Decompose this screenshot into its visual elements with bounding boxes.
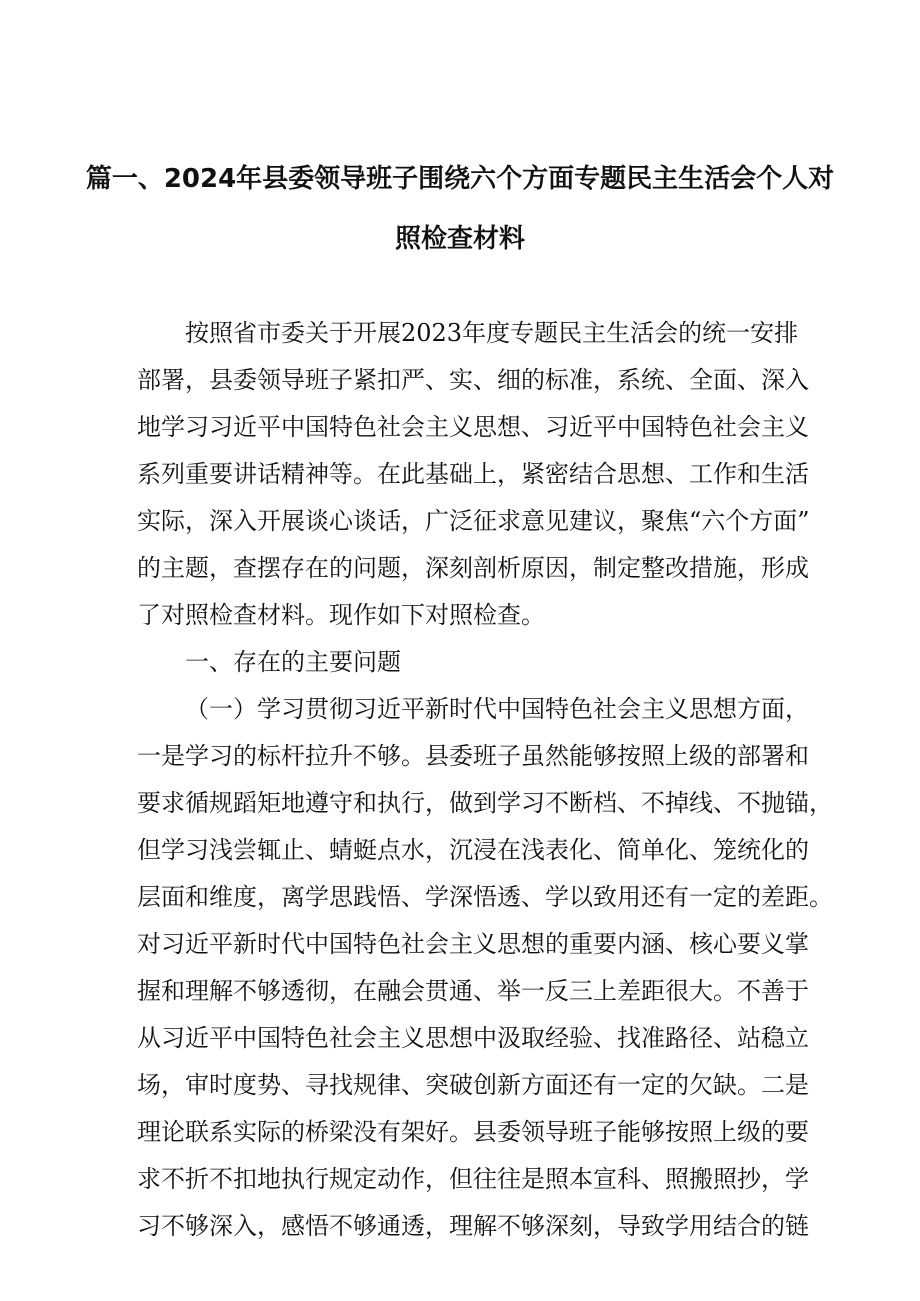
body-line: 但学习浅尝辄止、蜻蜓点水，沉浸在浅表化、简单化、笼统化的	[137, 836, 809, 864]
intro-line: 按照省市委关于开展2023年度专题民主生活会的统一安排	[185, 319, 799, 347]
body-line: 要求循规蹈矩地遵守和执行，做到学习不断档、不掉线、不抛锚，	[137, 789, 833, 817]
intro-line: 部署，县委领导班子紧扣严、实、细的标准，系统、全面、深入	[137, 366, 809, 394]
body-line: （一）学习贯彻习近平新时代中国特色社会主义思想方面，	[185, 695, 809, 723]
body-line: 求不折不扣地执行规定动作，但往往是照本宣科、照搬照抄，学	[137, 1165, 809, 1193]
body-line: 从习近平中国特色社会主义思想中汲取经验、找准路径、站稳立	[137, 1024, 809, 1052]
body-line: 握和理解不够透彻，在融会贯通、举一反三上差距很大。不善于	[137, 977, 809, 1005]
body-line: 习不够深入，感悟不够通透，理解不够深刻，导致学用结合的链	[137, 1212, 809, 1240]
document-title-line-2: 照检查材料	[394, 224, 525, 254]
intro-line: 了对照检查材料。现作如下对照检查。	[137, 601, 545, 629]
body-line: 一是学习的标杆拉升不够。县委班子虽然能够按照上级的部署和	[137, 742, 809, 770]
body-line: 对习近平新时代中国特色社会主义思想的重要内涵、核心要义掌	[137, 930, 809, 958]
intro-line: 地学习习近平中国特色社会主义思想、习近平中国特色社会主义	[137, 413, 809, 441]
intro-line: 实际，深入开展谈心谈话，广泛征求意见建议，聚焦“六个方面”	[137, 507, 810, 535]
intro-line: 的主题，查摆存在的问题，深刻剖析原因，制定整改措施，形成	[137, 554, 809, 582]
body-line: 场，审时度势、寻找规律、突破创新方面还有一定的欠缺。二是	[137, 1071, 809, 1099]
body-line: 层面和维度，离学思践悟、学深悟透、学以致用还有一定的差距。	[137, 883, 833, 911]
body-line: 理论联系实际的桥梁没有架好。县委领导班子能够按照上级的要	[137, 1118, 809, 1146]
intro-line: 系列重要讲话精神等。在此基础上，紧密结合思想、工作和生活	[137, 460, 809, 488]
section-heading: 一、存在的主要问题	[185, 648, 401, 676]
document-title-line-1: 篇一、2024年县委领导班子围绕六个方面专题民主生活会个人对	[85, 164, 835, 194]
